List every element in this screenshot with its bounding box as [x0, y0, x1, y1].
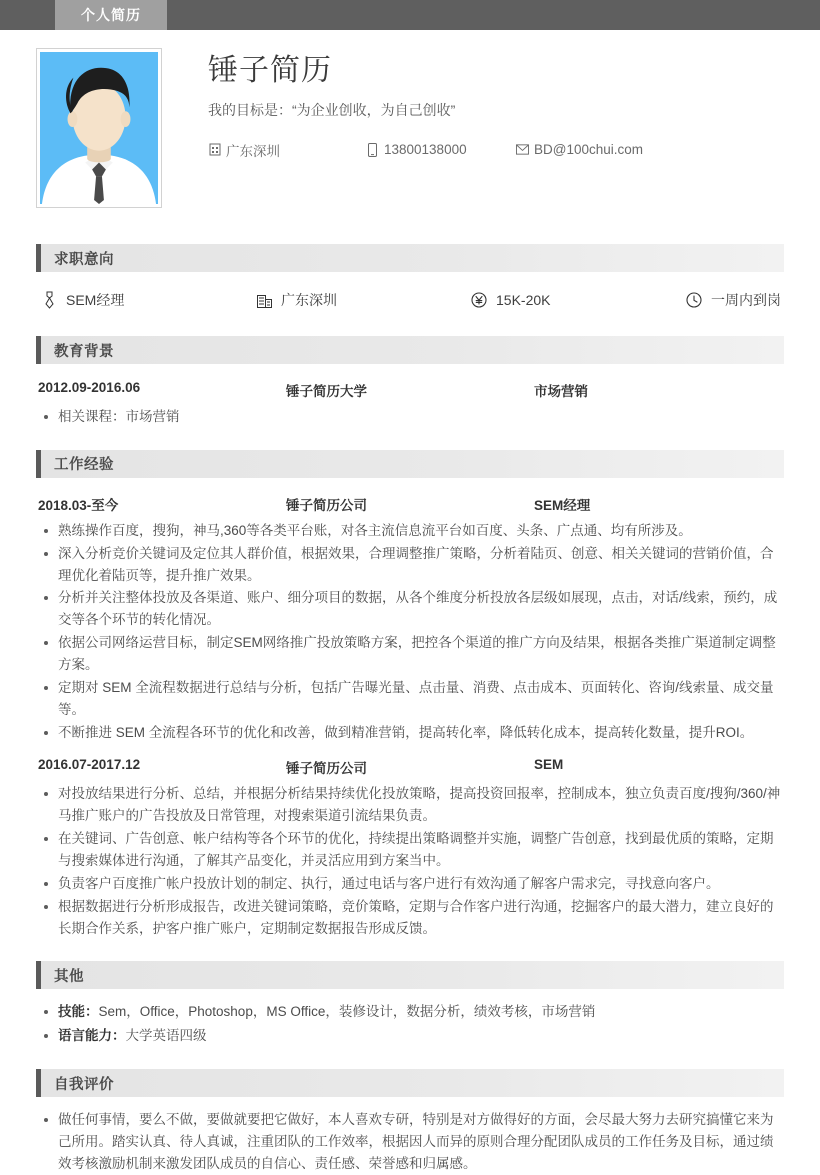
work-company: 锤子简历公司 [286, 761, 367, 777]
work-date: 2016.07-2017.12 [38, 757, 141, 773]
contact-list [208, 140, 784, 160]
section-header-intention [36, 244, 784, 272]
skills-value: Sem，Office，Photoshop，MS Office，装修设计，数据分析，绩效考核，市场营销 [98, 1004, 596, 1020]
education-date: 2012.09-2016.06 [38, 380, 141, 395]
profile-tagline: 我的目标是：“为企业创收，为自己创收” [208, 101, 456, 118]
list-item: 熟练操作百度，搜狗，神马,360等各类平台账，对各主流信息流平台如百度、头条、广点通、均有所涉及。 [38, 520, 784, 542]
section-header-other [36, 961, 784, 989]
contact-location [208, 140, 366, 160]
topbar [0, 0, 820, 30]
work-bullets-1 [36, 783, 784, 939]
mail-icon-svg [516, 144, 529, 155]
contact-email [516, 140, 643, 160]
intention-salary [470, 291, 685, 309]
intention-salary-text: 15K-20K [496, 292, 551, 308]
phone-icon-svg [368, 143, 377, 157]
clock-icon [685, 291, 703, 309]
list-item: 不断推进 SEM 全流程各环节的优化和改善，做到精准营销，提高转化率，降低转化成本，提高转化数量，提升ROI。 [38, 722, 784, 744]
list-item: 做任何事情，要么不做，要做就要把它做好，本人喜欢专研，特别是对方做得好的方面，会尽最大努力去研究搞懂它来为己所用。踏实认真、待人真诚，注重团队的工作效率，根据因人而异的原则合理分配团队成员的工作任务及目标，通过绩效考核激励机制来激发团队成员的自信心、责任感、荣誉感和归属感。 [38, 1109, 784, 1175]
work-entry-header [36, 753, 784, 783]
profile-name: 锤子简历 [208, 54, 332, 87]
resume-page [0, 30, 820, 1175]
tie-icon-svg [43, 291, 56, 309]
contact-location-text: 广东深圳 [226, 143, 280, 159]
avatar-illustration-icon [40, 52, 158, 204]
section-title-work: 工作经验 [54, 457, 114, 474]
list-item: 根据数据进行分析形成报告，改进关键词策略，竞价策略，定期与合作客户进行沟通，挖掘客户的最大潜力，建立良好的长期合作关系，护客户推广账户，定期制定数据报告形成反馈。 [38, 896, 784, 940]
list-item: 深入分析竞价关键词及定位其人群价值，根据效果，合理调整推广策略，分析着陆页、创意、相关关键词的营销价值，合理优化着陆页等，提升推广效果。 [38, 543, 784, 587]
work-role: SEM [534, 757, 564, 773]
spacer [36, 744, 784, 753]
tie-icon [40, 291, 58, 309]
section-header-evaluation [36, 1069, 784, 1097]
mail-icon [516, 142, 529, 157]
education-major: 市场营销 [534, 384, 588, 399]
work-date: 2018.03-至今 [38, 497, 119, 513]
profile-info [162, 48, 784, 208]
intention-availability [685, 290, 820, 310]
section-title-evaluation: 自我评价 [54, 1076, 114, 1093]
section-title-other: 其他 [54, 968, 84, 985]
work-role: SEM经理 [534, 497, 591, 513]
building-icon [255, 291, 273, 309]
list-item-skills [38, 1001, 784, 1023]
list-item: 在关键词、广告创意、帐户结构等各个环节的优化，持续提出策略调整并实施，调整广告创意，找到最优质的策略，定期与搜索媒体进行沟通，了解其产品变化，并灵活应用到方案当中。 [38, 828, 784, 872]
work-bullets-0 [36, 520, 784, 744]
section-title-education: 教育背景 [54, 343, 114, 360]
building-icon-svg [257, 293, 272, 308]
section-title-intention: 求职意向 [54, 251, 114, 268]
work-company: 锤子简历公司 [286, 497, 367, 513]
contact-phone [366, 140, 516, 160]
yen-icon-svg [471, 292, 487, 308]
list-item: 依据公司网络运营目标，制定SEM网络推广投放策略方案，把控各个渠道的推广方向及结果，根据各类推广渠道制定调整方案。 [38, 632, 784, 676]
language-label: 语言能力： [58, 1028, 126, 1044]
contact-phone-text: 13800138000 [384, 142, 467, 157]
avatar [36, 48, 162, 208]
list-item: 分析并关注整体投放及各渠道、账户、细分项目的数据，从各个维度分析投放各层级如展现，点击，对话/线索，预约，成交等各个环节的转化情况。 [38, 587, 784, 631]
topbar-spacer [0, 0, 55, 30]
topbar-tab-resume[interactable]: 个人简历 [55, 0, 167, 30]
list-item: 定期对 SEM 全流程数据进行总结与分析，包括广告曝光量、点击量、消费、点击成本、页面转化、咨询/线索量、成交量等。 [38, 677, 784, 721]
contact-email-text: BD@100chui.com [534, 142, 644, 157]
work-entry-header [36, 490, 784, 520]
intention-row [36, 284, 784, 314]
intention-availability-text: 一周内到岗 [711, 292, 781, 308]
list-item: 相关课程：市场营销 [38, 406, 784, 428]
other-list [36, 1001, 784, 1047]
education-school: 锤子简历大学 [286, 384, 367, 399]
education-bullets [36, 406, 784, 428]
list-item: 对投放结果进行分析、总结，并根据分析结果持续优化投放策略，提高投资回报率，控制成本，独立负责百度/搜狗/360/神马推广账户的广告投放及日常管理，对搜索渠道引流结果负责。 [38, 783, 784, 827]
location-icon [208, 142, 221, 157]
phone-icon [366, 142, 379, 157]
skills-label: 技能： [58, 1004, 99, 1020]
section-header-education [36, 336, 784, 364]
intention-city-text: 广东深圳 [281, 292, 337, 308]
profile-header [36, 30, 784, 222]
section-header-work [36, 450, 784, 478]
location-icon-svg [209, 143, 221, 156]
yen-icon [470, 291, 488, 309]
intention-position [40, 290, 255, 310]
intention-position-text: SEM经理 [66, 292, 125, 308]
evaluation-bullets [36, 1109, 784, 1175]
clock-icon-svg [686, 292, 702, 308]
list-item-language [38, 1025, 784, 1047]
intention-city [255, 290, 470, 310]
education-entry-header [36, 376, 784, 406]
list-item: 负责客户百度推广帐户投放计划的制定、执行，通过电话与客户进行有效沟通了解客户需求完，寻找意向客户。 [38, 873, 784, 895]
language-value: 大学英语四级 [125, 1028, 207, 1044]
